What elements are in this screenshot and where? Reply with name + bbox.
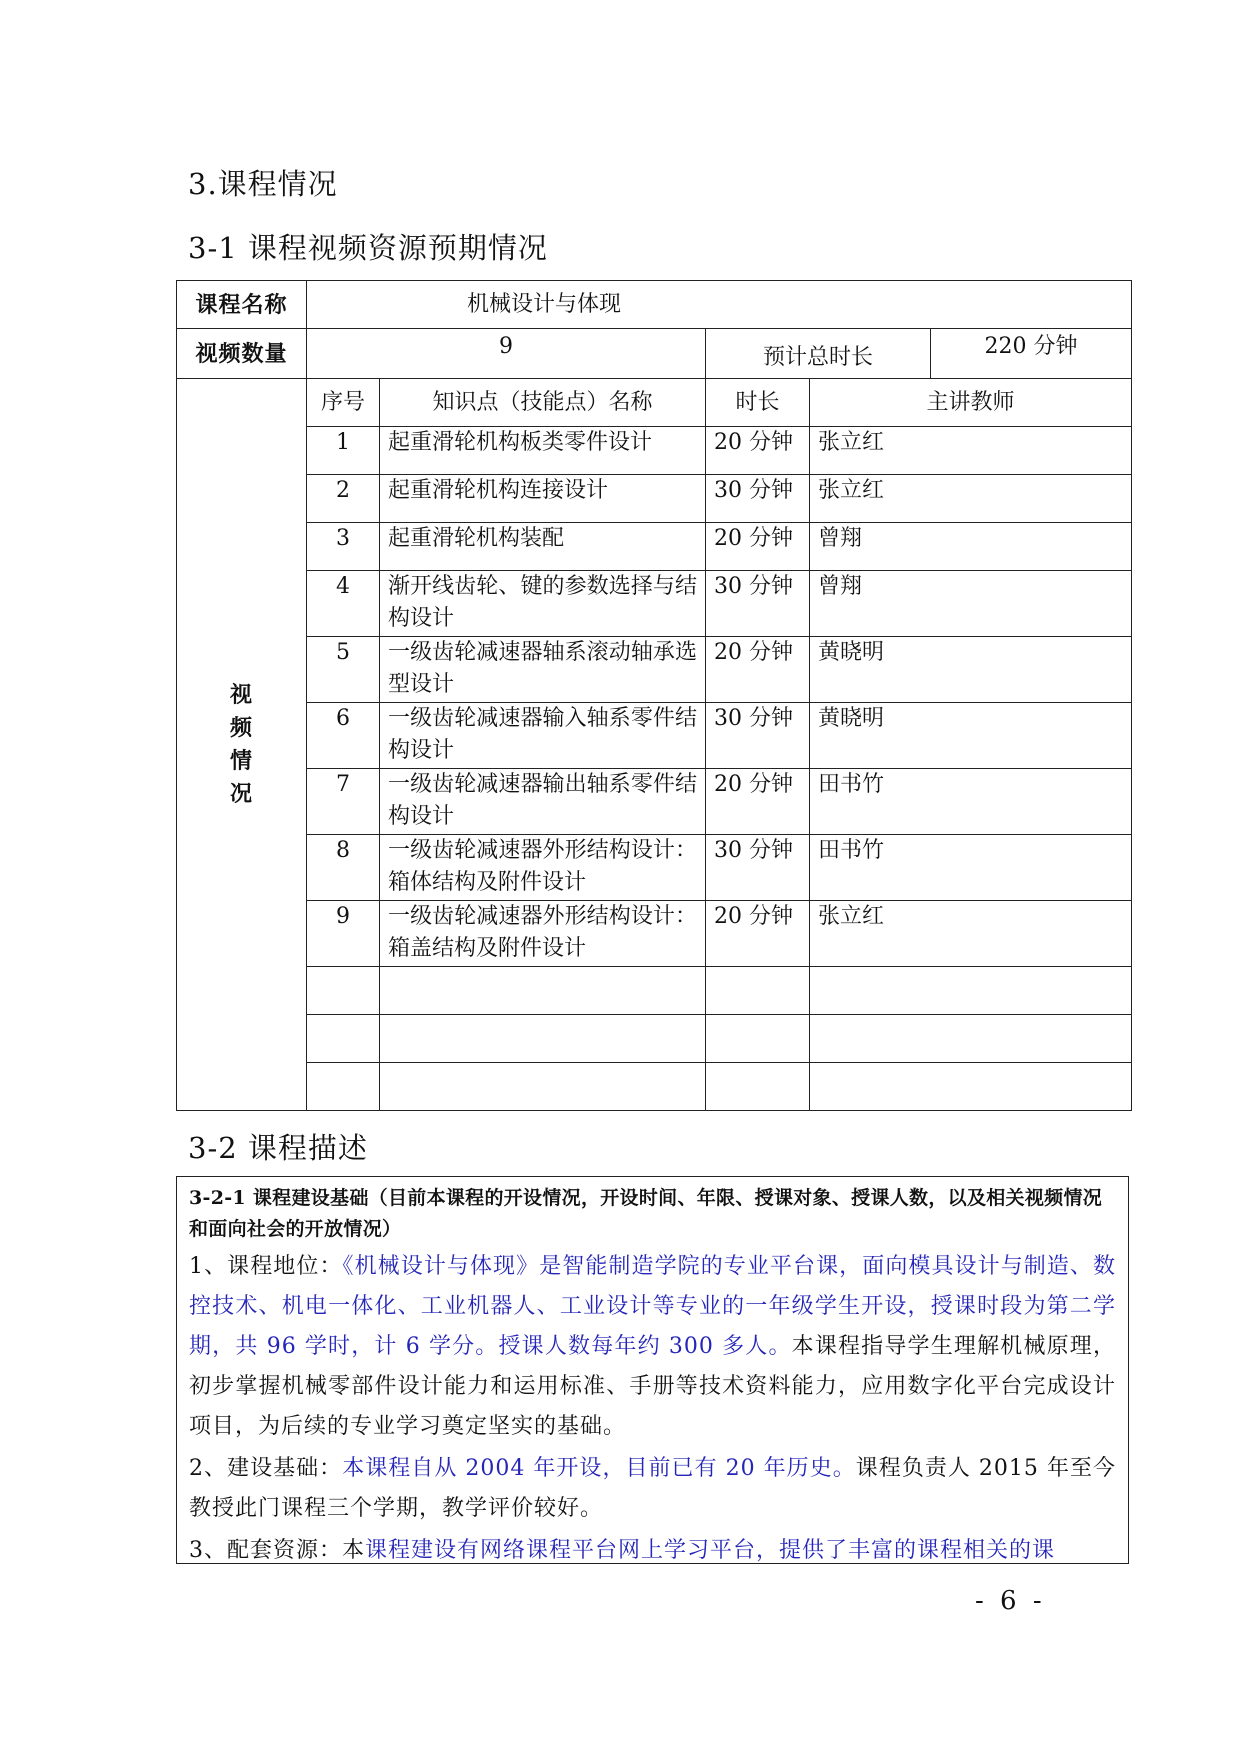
course-name-value: 机械设计与体现 — [307, 281, 1132, 329]
row-teacher: 黄晓明 — [810, 703, 1132, 769]
row-teacher: 曾翔 — [810, 523, 1132, 571]
p2-highlight: 本课程自从 2004 年开设，目前已有 20 年历史。 — [342, 1456, 856, 1481]
row-teacher: 田书竹 — [810, 769, 1132, 835]
row-no: 7 — [307, 769, 380, 835]
table-row — [177, 475, 1132, 523]
video-count-label: 视频数量 — [177, 329, 307, 379]
row-no: 8 — [307, 835, 380, 901]
row-name: 起重滑轮机构板类零件设计 — [380, 427, 706, 475]
course-description-box — [176, 1176, 1129, 1564]
description-lead: 3-2-1 课程建设基础（目前本课程的开设情况，开设时间、年限、授课对象、授课人数，以及相关视频情况和面向社会的开放情况） — [189, 1187, 1103, 1240]
table-row — [177, 637, 1132, 703]
row-name: 渐开线齿轮、键的参数选择与结构设计 — [380, 571, 706, 637]
video-count-row — [177, 329, 1132, 379]
course-description-heading: 3-2 课程描述 — [188, 1131, 368, 1165]
row-no: 1 — [307, 427, 380, 475]
row-name: 起重滑轮机构装配 — [380, 523, 706, 571]
duration-split — [706, 329, 1132, 379]
empty-row — [177, 967, 1132, 1015]
side-char: 视 — [229, 681, 253, 708]
row-duration: 30 分钟 — [706, 703, 810, 769]
row-teacher: 曾翔 — [810, 571, 1132, 637]
side-char: 情 — [229, 747, 253, 774]
header-name: 知识点（技能点）名称 — [380, 379, 706, 427]
row-teacher: 田书竹 — [810, 835, 1132, 901]
table-row — [177, 523, 1132, 571]
row-teacher: 张立红 — [810, 901, 1132, 967]
header-no: 序号 — [307, 379, 380, 427]
row-no: 9 — [307, 901, 380, 967]
side-char: 频 — [229, 714, 253, 741]
row-no: 3 — [307, 523, 380, 571]
empty-row — [177, 1015, 1132, 1063]
row-duration: 20 分钟 — [706, 637, 810, 703]
row-name: 一级齿轮减速器轴系滚动轴承选型设计 — [380, 637, 706, 703]
table-row — [177, 901, 1132, 967]
header-teacher: 主讲教师 — [810, 379, 1132, 427]
table-row — [177, 703, 1132, 769]
p1-highlight: 《机械设计与体现》是智能制造学院的专业平台课，面向模具设计与制造、数控技术、机电一体化、工业机器人、工业设计等专业的一年级学生开设，授课时段为第二学期，共 96 学时，计 6 学分。授课人数每年约 300 多人。 — [189, 1254, 1116, 1359]
row-duration: 20 分钟 — [706, 901, 810, 967]
row-no: 6 — [307, 703, 380, 769]
paragraph-foundation — [189, 1449, 1116, 1529]
course-name-label: 课程名称 — [177, 281, 307, 329]
row-duration: 20 分钟 — [706, 769, 810, 835]
course-name-row — [177, 281, 1132, 329]
page-number: - 6 - — [975, 1586, 1046, 1616]
paragraph-resources — [189, 1531, 1116, 1564]
side-char: 况 — [229, 780, 253, 807]
video-count-value: 9 — [307, 329, 706, 379]
p1-rest: 本课程指导学生理解机械原理，初步掌握机械零部件设计能力和运用标准、手册等技术资料能力，应用数字化平台完成设计项目，为后续的专业学习奠定坚实的基础。 — [189, 1334, 1116, 1439]
row-name: 一级齿轮减速器外形结构设计：箱体结构及附件设计 — [380, 835, 706, 901]
row-no: 5 — [307, 637, 380, 703]
total-duration-label: 预计总时长 — [706, 329, 931, 378]
table-row — [177, 427, 1132, 475]
row-name: 一级齿轮减速器输出轴系零件结构设计 — [380, 769, 706, 835]
row-duration: 30 分钟 — [706, 571, 810, 637]
row-name: 一级齿轮减速器外形结构设计：箱盖结构及附件设计 — [380, 901, 706, 967]
video-resource-table — [176, 280, 1132, 1111]
table-row — [177, 571, 1132, 637]
row-name: 一级齿轮减速器输入轴系零件结构设计 — [380, 703, 706, 769]
p2-rest: 课程负责人 2015 年至今教授此门课程三个学期，教学评价较好。 — [189, 1456, 1116, 1521]
table-header-row — [177, 379, 1132, 427]
video-side-label — [177, 379, 307, 1111]
empty-row — [177, 1063, 1132, 1111]
video-resource-heading: 3-1 课程视频资源预期情况 — [188, 231, 548, 265]
row-teacher: 张立红 — [810, 427, 1132, 475]
row-duration: 20 分钟 — [706, 523, 810, 571]
section-heading: 3.课程情况 — [188, 167, 338, 201]
p3-highlight: 课程建设有网络课程平台网上学习平台，提供了丰富的课程相关的课 — [365, 1538, 1056, 1563]
row-no: 2 — [307, 475, 380, 523]
row-no: 4 — [307, 571, 380, 637]
table-row — [177, 769, 1132, 835]
p3-prefix: 3、配套资源：本 — [189, 1538, 365, 1563]
row-teacher: 张立红 — [810, 475, 1132, 523]
header-duration: 时长 — [706, 379, 810, 427]
row-duration: 30 分钟 — [706, 475, 810, 523]
row-duration: 20 分钟 — [706, 427, 810, 475]
p1-prefix: 1、课程地位： — [189, 1254, 343, 1279]
p2-prefix: 2、建设基础： — [189, 1456, 343, 1481]
row-teacher: 黄晓明 — [810, 637, 1132, 703]
row-name: 起重滑轮机构连接设计 — [380, 475, 706, 523]
row-duration: 30 分钟 — [706, 835, 810, 901]
paragraph-course-position — [189, 1247, 1116, 1447]
table-row — [177, 835, 1132, 901]
total-duration-value: 220 分钟 — [984, 334, 1078, 359]
